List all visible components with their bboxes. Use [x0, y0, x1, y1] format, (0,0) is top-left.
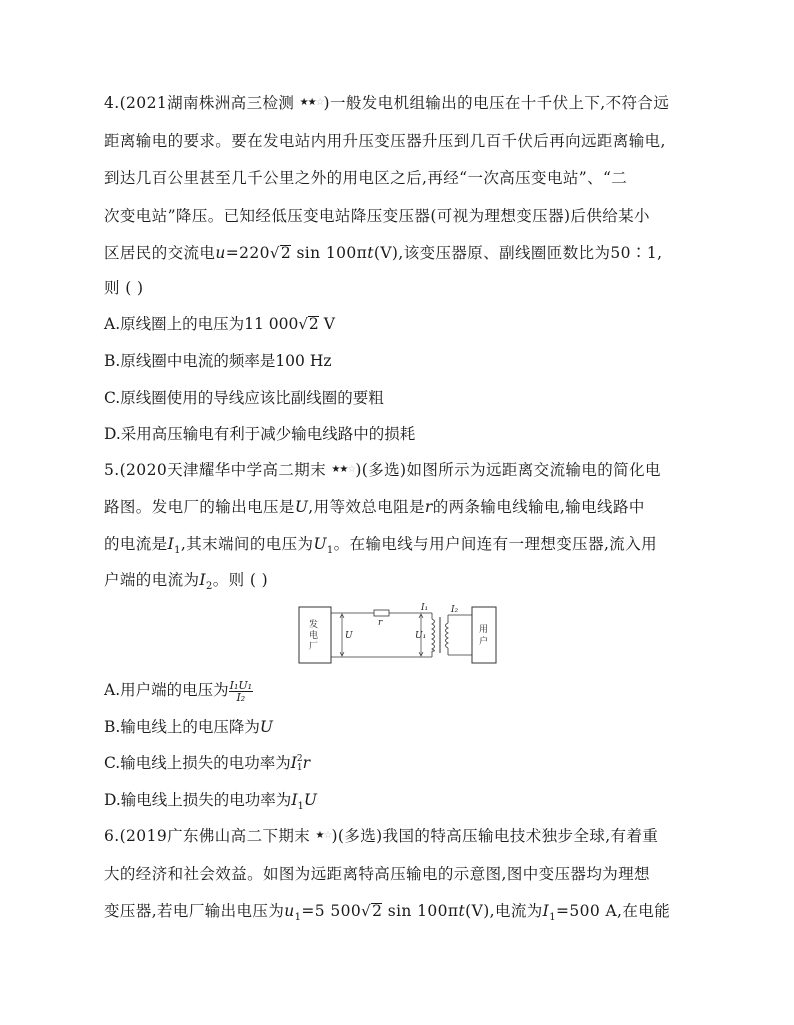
q6-line-3: 变压器,若电厂输出电压为$u_1=5$ 500√2 sin 100πt(V),电流为$I_1=500$ A,在电能 [104, 902, 671, 924]
voltage-u1-label: U₁ [415, 631, 427, 641]
secondary-coil [446, 623, 449, 648]
current-i2-label: I₂ [451, 605, 459, 615]
user-label-2: 户 [479, 637, 489, 647]
plant-label-2: 电 [309, 631, 319, 641]
fraction: $\frac{\text{I₁U₁}}{\text{I₂}}$ [229, 678, 253, 704]
q4-line-4: 次变电站”降压。已知经低压变电站降压变压器(可视为理想变压器)后供给某小 [104, 207, 650, 225]
primary-coil [432, 619, 435, 651]
resistor-symbol [374, 610, 389, 616]
difficulty-stars-icon: ★★☆ [299, 97, 324, 108]
q5-line-2: 路图。发电厂的输出电压是U,用等效总电阻是r的两条输电线输电,输电线路中 [104, 498, 645, 516]
q4-line-3: 到达几百公里甚至几千公里之外的用电区之后,再经“一次高压变电站”、“二 [104, 169, 628, 187]
q4-line-6: 则 ( ) [104, 279, 144, 297]
q5-number: 5. [104, 461, 120, 479]
q4-line-2: 距离输电的要求。要在发电站内用升压变压器升压到几百千伏后再向远距离输电, [104, 132, 666, 150]
voltage-u-label: U [345, 631, 353, 641]
q6-line-1: 6.(2019广东佛山高二下期末 ★☆)(多选)我国的特高压输电技术独步全球,有着重 [104, 827, 659, 845]
q5-option-d: D.输电线上损失的电功率为$I_1U$ [104, 791, 317, 813]
q6-source: (2019广东佛山高二下期末 [119, 827, 311, 845]
resistance-r-label: r [378, 618, 383, 628]
q6-number: 6. [104, 827, 120, 845]
current-i1-label: I₁ [421, 603, 429, 613]
q4-number: 4. [104, 94, 120, 112]
q4-option-c: C.原线圈使用的导线应该比副线圈的要粗 [104, 389, 384, 407]
q5-option-b: B.输电线上的电压降为U [104, 718, 273, 736]
plant-label-1: 发 [309, 620, 319, 630]
plant-label-3: 厂 [309, 642, 319, 652]
q4-line-5: 区居民的交流电u=220√2 sin 100πt(V),该变压器原、副线圈匝数比为50∶1, [104, 244, 663, 262]
q6-line-2: 大的经济和社会效益。如图为远距离特高压输电的示意图,图中变压器均为理想 [104, 865, 650, 883]
user-box [472, 607, 496, 663]
q4-line-1: 4.(2021湖南株洲高三检测 ★★☆)一般发电机组输出的电压在十千伏上下,不符合远 [104, 94, 670, 112]
q4-option-a: A.原线圈上的电压为11 000√2 V [104, 315, 335, 333]
user-label-1: 用 [479, 625, 489, 635]
q5-line-4: 户端的电流为$I_2$。则 ( ) [104, 571, 269, 593]
q4-option-d: D.采用高压输电有利于减少输电线路中的损耗 [104, 425, 416, 443]
q5-option-c: C.输电线上损失的电功率为I 2 1 r [104, 754, 311, 773]
q4-option-b: B.原线圈中电流的频率是100 Hz [104, 352, 332, 370]
transmission-circuit-diagram [298, 601, 498, 669]
q5-line-3: 的电流是$I_1$,其末端间的电压为$U_1$。在输电线与用户间连有一理想变压器,流入用 [104, 535, 658, 557]
q5-option-a: A.用户端的电压为 $\frac{\text{I₁U₁}}{\text{I₂}}$ [104, 678, 253, 704]
q4-source: (2021湖南株洲高三检测 [119, 94, 295, 112]
q5-line-1: 5.(2020天津耀华中学高二期末 ★★☆)(多选)如图所示为远距离交流输电的简化电 [104, 461, 661, 479]
difficulty-stars-icon: ★☆ [315, 830, 332, 841]
difficulty-stars-icon: ★★☆ [331, 464, 356, 475]
q5-source: (2020天津耀华中学高二期末 [119, 461, 327, 479]
